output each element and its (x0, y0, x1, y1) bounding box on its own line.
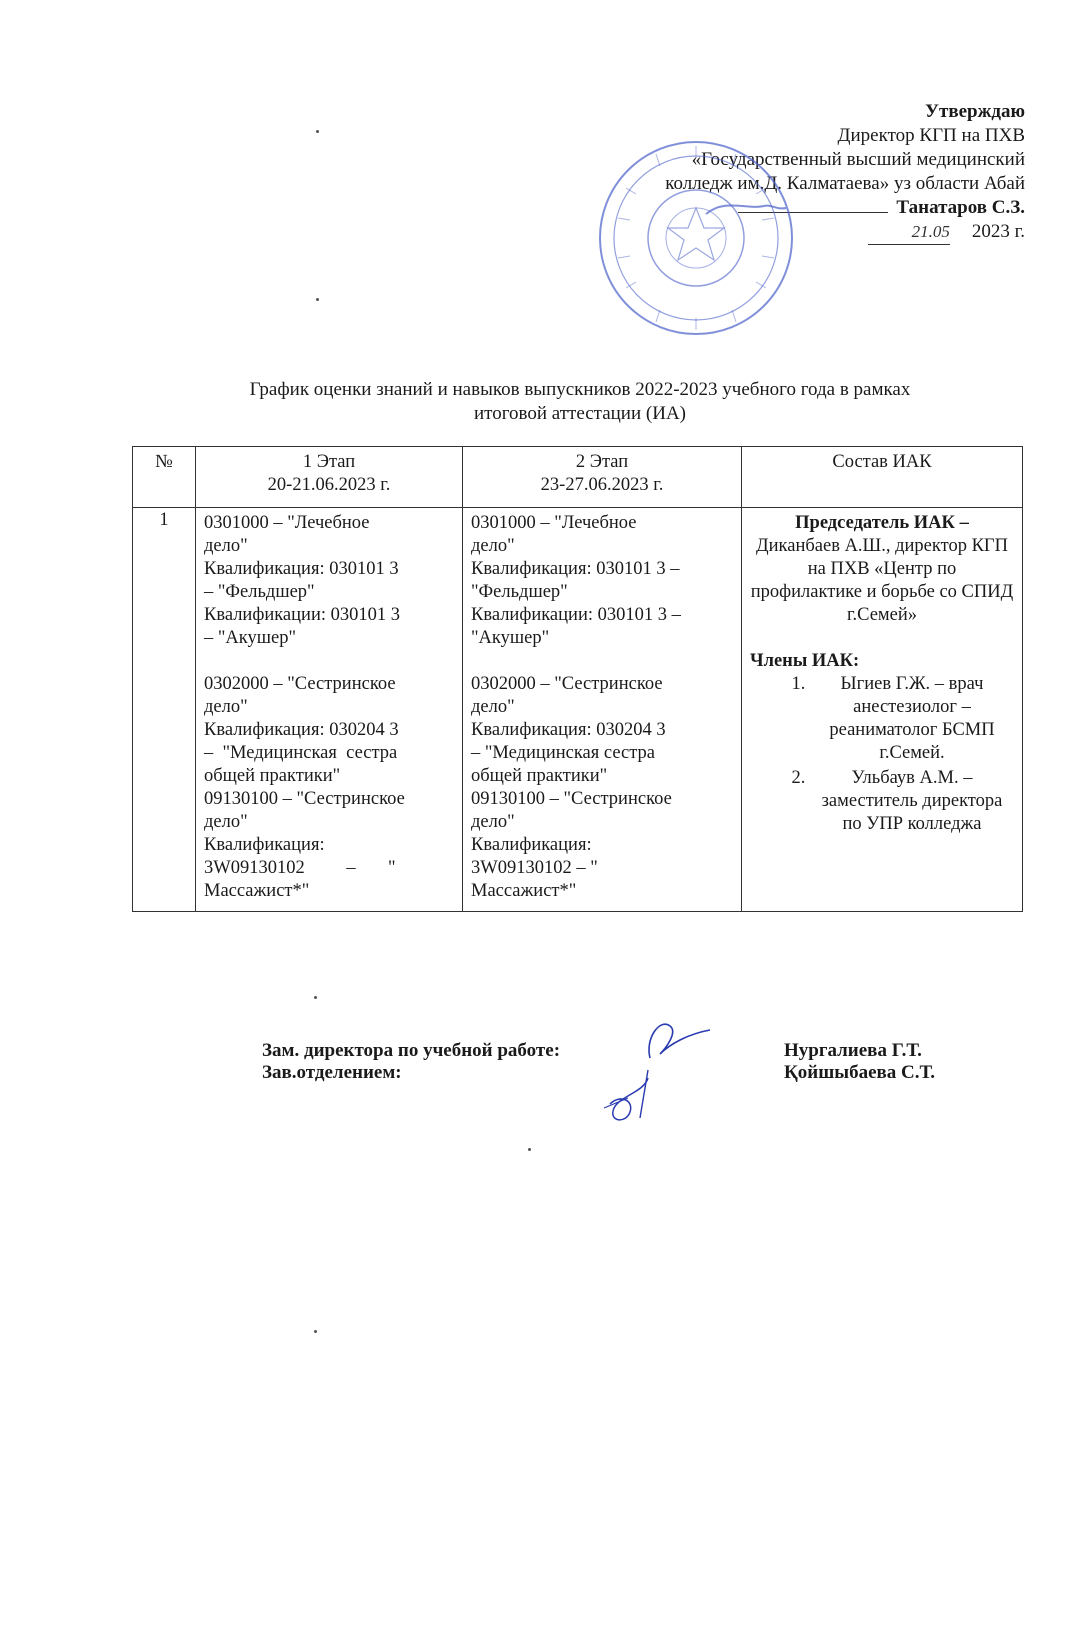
header-stage-1-date: 20-21.06.2023 г. (267, 475, 391, 495)
stage-1-line: дело" (204, 536, 248, 556)
stage-2-line: дело" (471, 697, 515, 717)
approval-signer: Танатаров С.З. (896, 197, 1025, 218)
commission-cell (742, 508, 1023, 912)
header-commission: Состав ИАК (742, 447, 1023, 508)
stage-2-line: 0302000 – "Сестринское (471, 674, 663, 694)
stage-2-line: Квалификация: (471, 835, 592, 855)
approval-line-2: «Государственный высший медицинский (691, 149, 1025, 170)
stage-2-line: – "Медицинская сестра (471, 743, 655, 763)
commission-chair (750, 512, 1014, 627)
stage-1-line: дело" (204, 697, 248, 717)
stage-2-line: дело" (471, 536, 515, 556)
stage-2-line: общей практики" (471, 766, 608, 786)
approval-block (565, 100, 1025, 245)
stage-1-line: 0302000 – "Сестринское (204, 674, 396, 694)
scan-speck (316, 130, 319, 133)
stage-1-line: – "Медицинская сестра (204, 743, 398, 763)
header-stage-2 (463, 447, 742, 508)
stage-2-line: Квалификация: 030101 3 – (471, 559, 680, 579)
stage-1-line: Квалификация: (204, 835, 325, 855)
chair-title: Председатель ИАК – (795, 513, 969, 533)
stage-1-line: 3W09130102 – " (204, 858, 396, 878)
stage-1-line: – "Акушер" (204, 628, 297, 648)
approval-heading: Утверждаю (925, 101, 1025, 122)
stage-2-line: дело" (471, 812, 515, 832)
scan-speck (316, 298, 319, 301)
scan-speck (314, 996, 317, 999)
header-stage-1 (196, 447, 463, 508)
stage-1-line: 09130100 – "Сестринское (204, 789, 405, 809)
signature-name-2: Қойшыбаева С.Т. (784, 1062, 936, 1083)
stage-2-line: 09130100 – "Сестринское (471, 789, 672, 809)
stage-2-line: 3W09130102 – " (471, 858, 598, 878)
stage-2-line: "Акушер" (471, 628, 550, 648)
header-stage-1-name: 1 Этап (302, 452, 356, 472)
stage-2-line: Квалификации: 030101 3 – (471, 605, 681, 625)
handwritten-date: 21.05 (911, 222, 950, 241)
stage-1-line: Квалификации: 030101 3 (204, 605, 400, 625)
document-title (180, 378, 980, 426)
scan-speck (528, 1148, 531, 1151)
members-title: Члены ИАК: (750, 651, 860, 671)
table-row (133, 508, 1023, 912)
signature-role-2: Зав.отделением: (262, 1062, 402, 1083)
stage-2-cell (463, 508, 742, 912)
stage-1-cell (196, 508, 463, 912)
schedule-table (132, 446, 1023, 912)
approval-line-1: Директор КГП на ПХВ (837, 125, 1025, 146)
stage-1-line: Массажист*" (204, 881, 310, 901)
chair-text: Диканбаев А.Ш., директор КГП на ПХВ «Центр по профилактике и борьбе со СПИД г.Семей» (750, 536, 1014, 625)
table-header-row (133, 447, 1023, 508)
stage-2-line: Массажист*" (471, 881, 577, 901)
approval-line-3: колледж им.Д. Калматаева» уз области Абай (665, 173, 1025, 194)
stage-1-line: общей практики" (204, 766, 341, 786)
document-title-line-2: итоговой аттестации (ИА) (473, 403, 686, 424)
stage-1-line: Квалификация: 030101 3 (204, 559, 399, 579)
header-num: № (133, 447, 196, 508)
approval-date-row (565, 220, 1025, 245)
scan-speck (314, 1330, 317, 1333)
stage-1-line: Квалификация: 030204 3 (204, 720, 399, 740)
approval-signer-row (565, 196, 1025, 220)
approval-year: 2023 г. (971, 221, 1025, 242)
stage-1-line: – "Фельдшер" (204, 582, 315, 602)
handwritten-signature-icon (600, 1008, 720, 1138)
approval-date-handwritten (868, 220, 950, 245)
document-title-line-1: График оценки знаний и навыков выпускников 2022-2023 учебного года в рамках (249, 379, 911, 400)
stage-2-line: "Фельдшер" (471, 582, 568, 602)
row-num: 1 (133, 508, 196, 912)
signature-name-1: Нургалиева Г.Т. (784, 1040, 922, 1061)
list-item: 1. Ыгиев Г.Ж. – врач анестезиолог – реаниматолог БСМП г.Семей. (810, 673, 1014, 765)
stage-1-line: 0301000 – "Лечебное (204, 513, 370, 533)
stage-2-line: Квалификация: 030204 3 (471, 720, 666, 740)
stage-2-line: 0301000 – "Лечебное (471, 513, 637, 533)
signature-role-1: Зам. директора по учебной работе: (262, 1040, 561, 1061)
stage-1-line: дело" (204, 812, 248, 832)
signature-line (738, 212, 888, 213)
header-stage-2-name: 2 Этап (575, 452, 629, 472)
list-item: 2. Ульбаув А.М. – заместитель директора по УПР колледжа (810, 767, 1014, 836)
members-list (750, 673, 1014, 836)
header-stage-2-date: 23-27.06.2023 г. (540, 475, 664, 495)
